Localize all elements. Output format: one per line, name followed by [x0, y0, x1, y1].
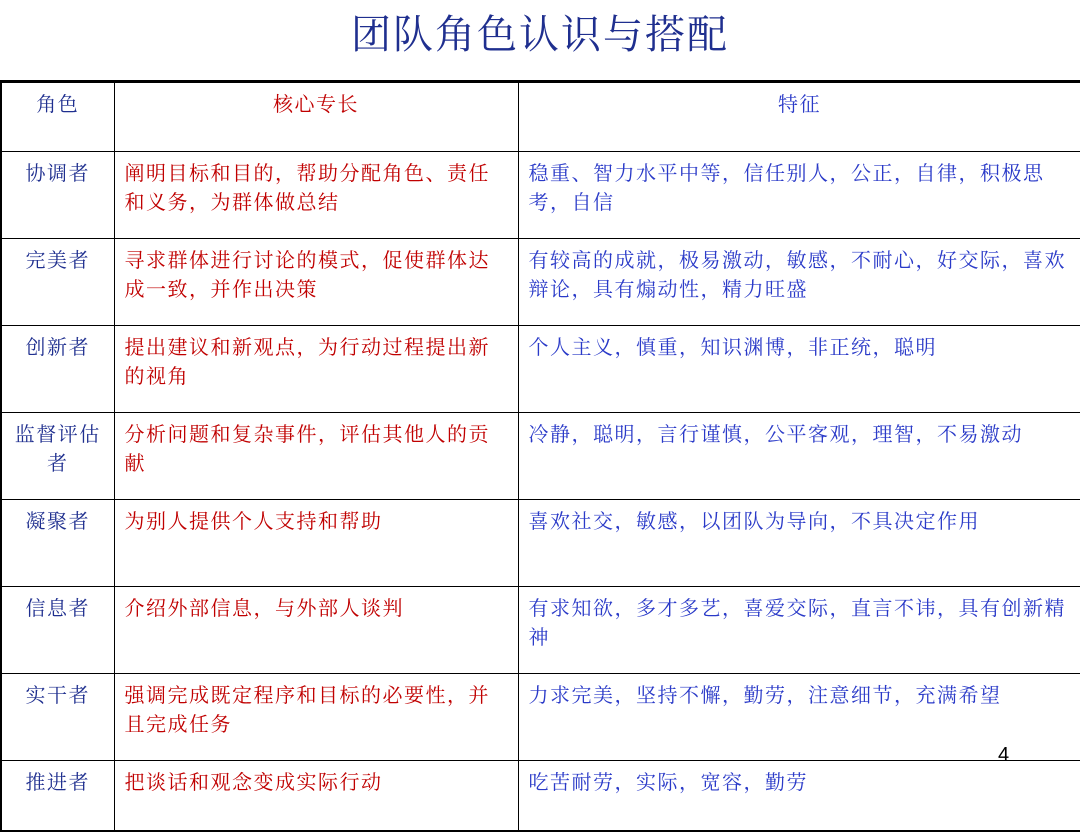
skill-cell: 寻求群体进行讨论的模式，促使群体达成一致，并作出决策 — [114, 239, 518, 326]
table-row — [1, 413, 1080, 500]
trait-cell: 冷静，聪明，言行谨慎，公平客观，理智，不易激动 — [518, 413, 1080, 500]
table-row — [1, 239, 1080, 326]
role-cell: 凝聚者 — [1, 500, 114, 587]
role-cell: 创新者 — [1, 326, 114, 413]
table-row — [1, 674, 1080, 761]
page-title: 团队角色认识与搭配 — [351, 12, 729, 58]
role-cell: 实干者 — [1, 674, 114, 761]
table-row — [1, 500, 1080, 587]
header-core-skill: 核心专长 — [114, 82, 518, 152]
trait-cell: 稳重、智力水平中等，信任别人，公正，自律，积极思考，自信 — [518, 152, 1080, 239]
skill-cell: 介绍外部信息，与外部人谈判 — [114, 587, 518, 674]
skill-cell: 分析问题和复杂事件，评估其他人的贡献 — [114, 413, 518, 500]
table-row — [1, 152, 1080, 239]
role-cell: 推进者 — [1, 761, 114, 831]
skill-cell: 强调完成既定程序和目标的必要性，并且完成任务 — [114, 674, 518, 761]
trait-cell: 力求完美，坚持不懈，勤劳，注意细节，充满希望 — [518, 674, 1080, 761]
table-row — [1, 761, 1080, 831]
table-row — [1, 326, 1080, 413]
team-roles-table — [0, 80, 1080, 832]
role-cell: 协调者 — [1, 152, 114, 239]
page-number: 4 — [998, 744, 1010, 766]
skill-cell: 提出建议和新观点，为行动过程提出新的视角 — [114, 326, 518, 413]
role-cell: 完美者 — [1, 239, 114, 326]
table-row — [1, 587, 1080, 674]
trait-cell: 有求知欲，多才多艺，喜爱交际，直言不讳，具有创新精神 — [518, 587, 1080, 674]
trait-cell: 喜欢社交，敏感，以团队为导向，不具决定作用 — [518, 500, 1080, 587]
role-cell: 信息者 — [1, 587, 114, 674]
header-role: 角色 — [1, 82, 114, 152]
skill-cell: 阐明目标和目的，帮助分配角色、责任和义务，为群体做总结 — [114, 152, 518, 239]
skill-cell: 为别人提供个人支持和帮助 — [114, 500, 518, 587]
trait-cell: 个人主义，慎重，知识渊博，非正统，聪明 — [518, 326, 1080, 413]
trait-cell: 有较高的成就，极易激动，敏感，不耐心，好交际，喜欢辩论，具有煽动性，精力旺盛 — [518, 239, 1080, 326]
role-cell: 监督评估者 — [1, 413, 114, 500]
trait-cell: 吃苦耐劳，实际，宽容，勤劳 — [518, 761, 1080, 831]
table-header-row — [1, 82, 1080, 152]
header-trait: 特征 — [518, 82, 1080, 152]
skill-cell: 把谈话和观念变成实际行动 — [114, 761, 518, 831]
